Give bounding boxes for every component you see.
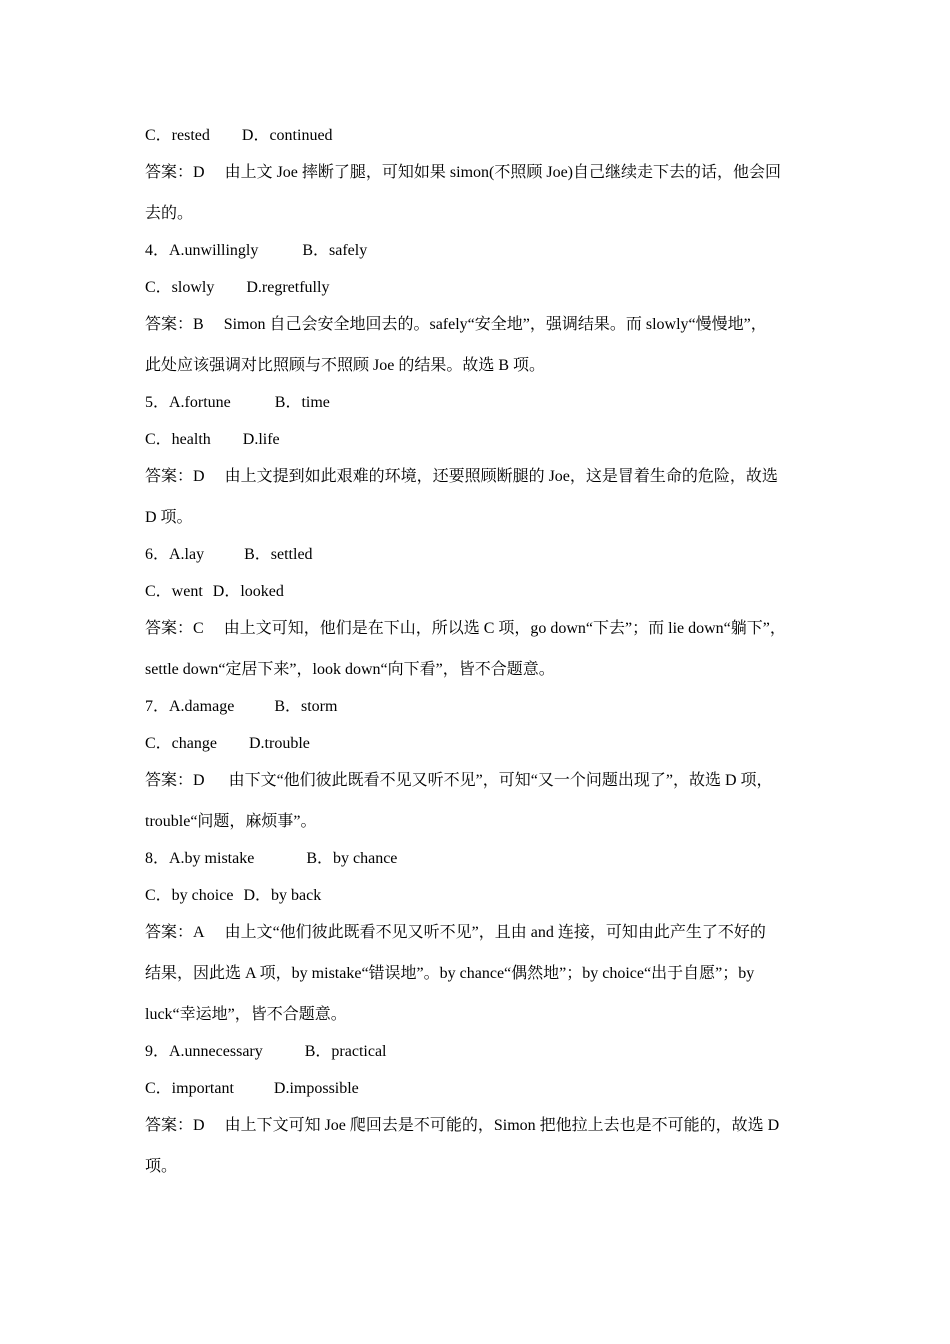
document-body: [145, 126, 825, 1194]
answer-line: 答案：B Simon 自己会安全地回去的。safely“安全地”，强调结果。而 slowly“慢慢地”，: [145, 316, 767, 333]
options-line: C．rested D．continued: [145, 127, 333, 144]
options-line: 6．A.lay B．settled: [145, 546, 313, 563]
options-line: C．important D.impossible: [145, 1080, 359, 1097]
question-block-7: [145, 697, 825, 832]
question-block-6: [145, 545, 825, 680]
options-line: C．went D．looked: [145, 583, 284, 600]
question-block-5: [145, 393, 825, 528]
options-line: 4．A.unwillingly B．safely: [145, 242, 368, 259]
answer-line-cont: luck“幸运地”，皆不合题意。: [145, 1006, 347, 1023]
options-line: C．change D.trouble: [145, 735, 310, 752]
answer-line-cont: trouble“问题，麻烦事”。: [145, 813, 317, 830]
options-line: 5．A.fortune B．time: [145, 394, 330, 411]
answer-line: 答案：A 由上文“他们彼此既看不见又听不见”，且由 and 连接，可知由此产生了不好的: [145, 924, 766, 941]
answer-line-cont: 项。: [145, 1158, 178, 1175]
answer-line: 答案：D 由下文“他们彼此既看不见又听不见”，可知“又一个问题出现了”，故选 D 项，: [145, 772, 773, 789]
answer-line: 答案：D 由上文提到如此艰难的环境，还要照顾断腿的 Joe，这是冒着生命的危险，故选: [145, 468, 778, 485]
question-block-8: [145, 849, 825, 1025]
question-block-3: [145, 126, 825, 224]
question-block-4: [145, 241, 825, 376]
answer-line-cont: 结果，因此选 A 项，by mistake“错误地”。by chance“偶然地”；by choice“出于自愿”；by: [145, 965, 755, 982]
options-line: 7．A.damage B．storm: [145, 698, 338, 715]
answer-line-cont: settle down“定居下来”，look down“向下看”，皆不合题意。: [145, 661, 555, 678]
answer-line-cont: 此处应该强调对比照顾与不照顾 Joe 的结果。故选 B 项。: [145, 357, 546, 374]
options-line: C．slowly D.regretfully: [145, 279, 330, 296]
question-block-9: [145, 1042, 825, 1177]
answer-line-cont: 去的。: [145, 205, 194, 222]
answer-line-cont: D 项。: [145, 509, 193, 526]
answer-line: 答案：C 由上文可知，他们是在下山，所以选 C 项，go down“下去”；而 lie down“躺下”，: [145, 620, 786, 637]
options-line: C．by choice D．by back: [145, 887, 322, 904]
options-line: 8．A.by mistake B．by chance: [145, 850, 398, 867]
answer-line: 答案：D 由上文 Joe 摔断了腿，可知如果 simon(不照顾 Joe)自己继续走下去的话，他会回: [145, 164, 781, 181]
options-line: C．health D.life: [145, 431, 280, 448]
options-line: 9．A.unnecessary B．practical: [145, 1043, 387, 1060]
answer-line: 答案：D 由上下文可知 Joe 爬回去是不可能的，Simon 把他拉上去也是不可能的，故选 D: [145, 1117, 780, 1134]
